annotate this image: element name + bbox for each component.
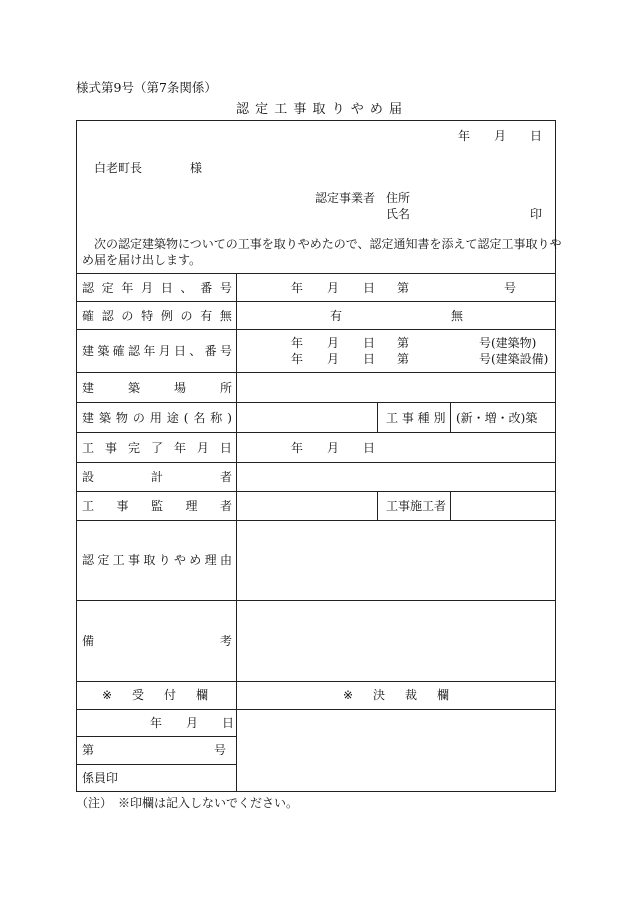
- label-reason: 認 定 工 事 取 り や め 理 由: [82, 553, 232, 567]
- special-case-yes: 有: [330, 309, 343, 323]
- label-special-case: 確 認 の 特 例 の 有 無: [82, 309, 232, 323]
- cert-year: 年: [291, 281, 304, 295]
- body-text-line2: め届を届け出します。: [82, 253, 202, 267]
- bc-year-2: 年: [291, 352, 304, 366]
- completion-day: 日: [363, 441, 376, 455]
- label-cert-date-number: 認 定 年 月 日 、 番 号: [82, 281, 232, 295]
- addressee-name: 白老町長: [94, 161, 143, 175]
- date-day: 日: [530, 129, 543, 143]
- label-usage: 建 築 物 の 用 途 ( 名 称 ): [82, 411, 232, 425]
- reception-dai: 第: [82, 743, 95, 757]
- label-remarks: 備 考: [82, 634, 232, 648]
- reception-go: 号: [214, 743, 227, 757]
- cert-month: 月: [327, 281, 340, 295]
- applicant-role: 認定事業者: [315, 191, 376, 205]
- addressee-honorific: 様: [190, 161, 203, 175]
- bc-month-1: 月: [327, 336, 340, 350]
- label-site: 建 築 場 所: [82, 381, 232, 395]
- date-month: 月: [494, 129, 507, 143]
- reception-day: 日: [222, 716, 235, 730]
- completion-year: 年: [291, 441, 304, 455]
- work-type-label: 工 事 種 別: [386, 411, 446, 425]
- bc-dai-2: 第: [397, 352, 410, 366]
- applicant-name-label: 氏名: [386, 207, 411, 221]
- label-building-confirmation: 建 築 確 認 年 月 日 、 番 号: [82, 344, 232, 358]
- reception-month: 月: [186, 716, 199, 730]
- special-case-no: 無: [451, 309, 464, 323]
- completion-month: 月: [327, 441, 340, 455]
- date-year: 年: [458, 129, 471, 143]
- bc-day-1: 日: [363, 336, 376, 350]
- label-decision: ※ 決 裁 欄: [343, 688, 449, 702]
- bc-go-equipment: 号(建築設備): [479, 352, 549, 366]
- bc-day-2: 日: [363, 352, 376, 366]
- label-completion-date: 工 事 完 了 年 月 日: [82, 441, 232, 455]
- bc-dai-1: 第: [397, 336, 410, 350]
- footnote: （注） ※印欄は記入しないでください。: [76, 796, 299, 810]
- label-supervisor: 工 事 監 理 者: [82, 499, 232, 513]
- reception-clerk-seal: 係員印: [82, 771, 119, 785]
- bc-year-1: 年: [291, 336, 304, 350]
- work-type-value: (新・増・改)築: [456, 411, 538, 425]
- cert-day: 日: [363, 281, 376, 295]
- applicant-seal: 印: [530, 207, 543, 221]
- label-designer: 設 計 者: [82, 470, 232, 484]
- bc-go-building: 号(建築物): [479, 336, 537, 350]
- form-number: 様式第9号（第7条関係）: [76, 80, 217, 95]
- cert-go: 号: [504, 281, 517, 295]
- bc-month-2: 月: [327, 352, 340, 366]
- label-reception: ※ 受 付 欄: [102, 688, 208, 702]
- applicant-address-label: 住所: [386, 191, 411, 205]
- cert-dai: 第: [397, 281, 410, 295]
- reception-year: 年: [150, 716, 163, 730]
- form-title: 認 定 工 事 取 り や め 届: [236, 102, 404, 117]
- body-text-line1: 次の認定建築物についての工事を取りやめたので、認定通知書を添えて認定工事取りや: [94, 237, 562, 251]
- contractor-label: 工事施工者: [386, 499, 447, 513]
